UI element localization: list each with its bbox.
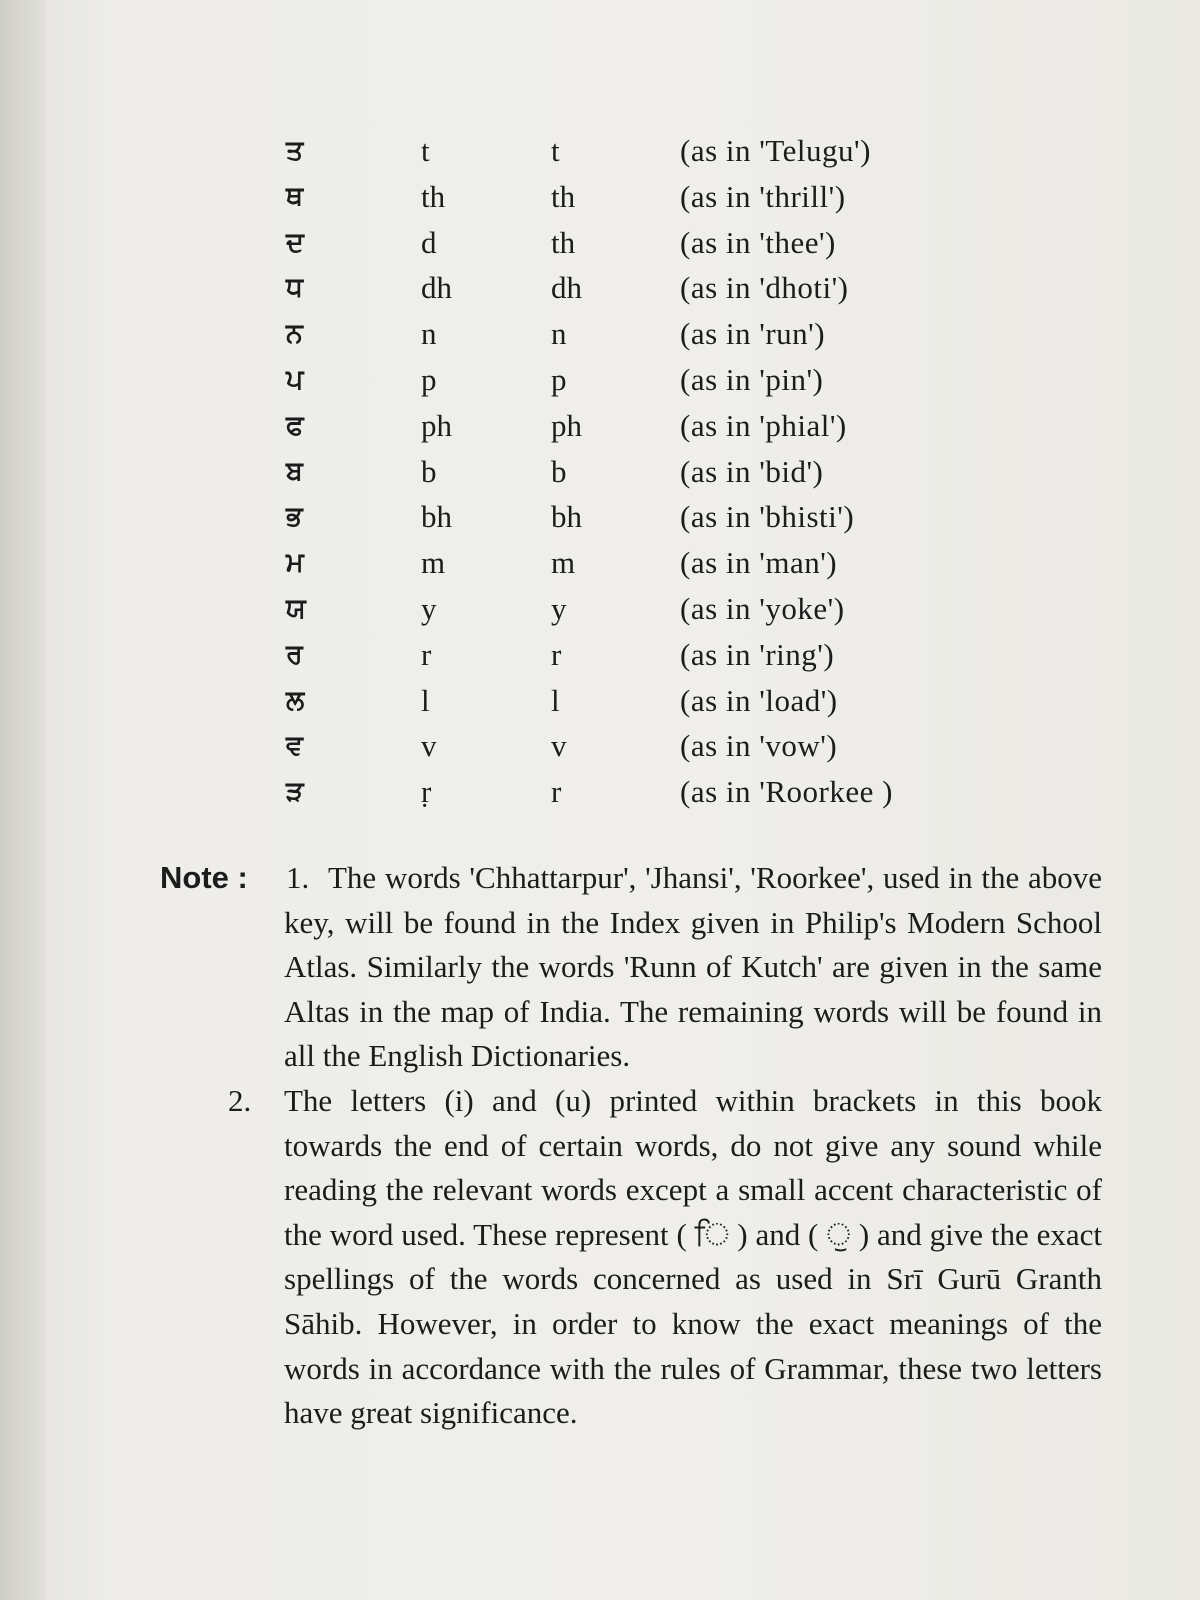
gurmukhi-letter: ਧ: [286, 272, 304, 304]
pronunciation-example: (as in 'dhoti'): [680, 270, 849, 306]
pronunciation-example: (as in 'vow'): [680, 728, 838, 764]
pronunciation-example: (as in 'ring'): [680, 636, 835, 672]
key-row: [276, 769, 1176, 815]
roman-letter-alt: th: [551, 224, 576, 260]
roman-letter: ṛ: [421, 774, 432, 810]
gurmukhi-letter: ਨ: [286, 318, 303, 350]
gurmukhi-letter: ਪ: [286, 363, 304, 395]
gurmukhi-letter: ਯ: [286, 592, 306, 624]
key-row: [276, 586, 1176, 632]
note-item: [160, 856, 1120, 1079]
key-row: [276, 494, 1176, 540]
roman-letter: v: [421, 728, 437, 764]
roman-letter-alt: v: [551, 728, 567, 764]
note-section: [160, 856, 1120, 1436]
key-row: [276, 678, 1176, 724]
roman-letter: n: [421, 316, 437, 352]
roman-letter: dh: [421, 270, 452, 306]
roman-letter: ph: [421, 407, 452, 443]
gurmukhi-letter: ਫ: [286, 409, 304, 441]
pronunciation-example: (as in 'yoke'): [680, 590, 845, 626]
pronunciation-example: (as in 'bhisti'): [680, 499, 855, 535]
gurmukhi-letter: ਰ: [286, 638, 303, 670]
pronunciation-example: (as in 'bid'): [680, 453, 824, 489]
note-text: The letters (i) and (u) printed within brackets in this book towards the end of certain words, do not give any sound while reading the relevant words except a small accent characteristic of the word used. These represent ( ਿ ) and ( ੁ ) and give the exact spellings of the words concerned as used in Srī Gurū Granth Sāhib. However, in order to know the exact meanings of the words in accordance with the rules of Grammar, these two letters have great significance.: [284, 1082, 1102, 1431]
key-row: [276, 449, 1176, 495]
roman-letter: l: [421, 682, 430, 718]
pronunciation-example: (as in 'run'): [680, 316, 826, 352]
roman-letter: b: [421, 453, 437, 489]
gurmukhi-letter: ਥ: [286, 180, 304, 212]
note-label: Note :: [160, 860, 248, 895]
roman-letter: r: [421, 636, 432, 672]
pronunciation-example: (as in 'man'): [680, 545, 838, 581]
pronunciation-example: (as in 'phial'): [680, 407, 847, 443]
pronunciation-example: (as in 'Telugu'): [680, 133, 871, 168]
note-number: 1.: [286, 860, 310, 895]
key-row: [276, 540, 1176, 586]
key-row: [276, 220, 1176, 266]
roman-letter: t: [421, 133, 430, 168]
roman-letter-alt: ph: [551, 407, 582, 443]
roman-letter-alt: n: [551, 316, 567, 352]
key-row: [276, 174, 1176, 220]
roman-letter: y: [421, 590, 437, 626]
page-gutter-shadow: [0, 0, 46, 1600]
gurmukhi-letter: ਬ: [286, 455, 303, 487]
gurmukhi-letter: ਵ: [286, 730, 303, 762]
key-row: [276, 632, 1176, 678]
gurmukhi-letter: ਤ: [286, 135, 304, 166]
pronunciation-example: (as in 'pin'): [680, 361, 824, 397]
gurmukhi-letter: ੜ: [286, 776, 304, 808]
gurmukhi-letter: ਭ: [286, 501, 303, 533]
pronunciation-example: (as in 'thee'): [680, 224, 836, 260]
pronunciation-example: (as in 'load'): [680, 682, 838, 718]
roman-letter-alt: b: [551, 453, 567, 489]
key-row: [276, 403, 1176, 449]
roman-letter-alt: th: [551, 178, 576, 214]
roman-letter-alt: y: [551, 590, 567, 626]
roman-letter-alt: r: [551, 636, 562, 672]
roman-letter-alt: r: [551, 774, 562, 810]
key-row: [276, 357, 1176, 403]
pronunciation-example: (as in 'Roorkee ): [680, 774, 893, 810]
roman-letter: p: [421, 361, 437, 397]
gurmukhi-letter: ਲ: [286, 684, 305, 716]
roman-letter-alt: p: [551, 361, 567, 397]
roman-letter-alt: bh: [551, 499, 582, 535]
key-row: [276, 311, 1176, 357]
roman-letter: bh: [421, 499, 452, 535]
roman-letter: m: [421, 545, 446, 581]
note-item: [160, 1079, 1120, 1436]
note-text: The words 'Chhattarpur', 'Jhansi', 'Roorkee', used in the above key, will be found in the Index given in Philip's Modern School Atlas. Similarly the words 'Runn of Kutch' are given in the same Altas in the map of India. The remaining words will be found in all the English Dictionaries.: [284, 860, 1102, 1074]
transliteration-key-table: [276, 128, 1176, 815]
key-row: [276, 128, 1176, 174]
roman-letter-alt: m: [551, 545, 576, 581]
roman-letter-alt: l: [551, 682, 560, 718]
pronunciation-example: (as in 'thrill'): [680, 178, 846, 214]
key-row: [276, 265, 1176, 311]
roman-letter-alt: dh: [551, 270, 582, 306]
gurmukhi-letter: ਮ: [286, 547, 304, 579]
gurmukhi-letter: ਦ: [286, 226, 304, 258]
roman-letter: th: [421, 178, 446, 214]
key-row: [276, 723, 1176, 769]
roman-letter-alt: t: [551, 133, 560, 168]
note-number: 2.: [228, 1082, 252, 1118]
roman-letter: d: [421, 224, 437, 260]
